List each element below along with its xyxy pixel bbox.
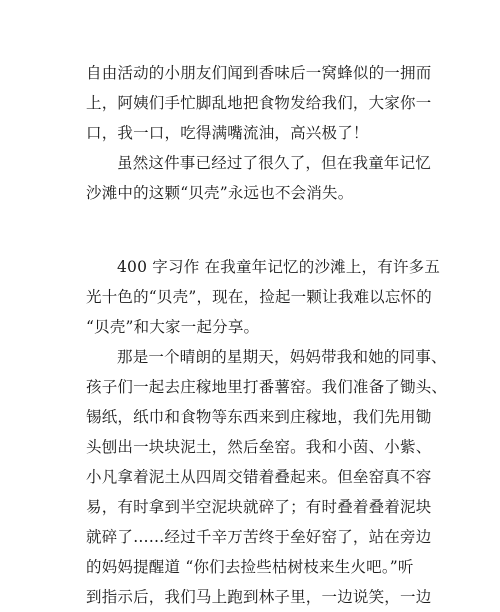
text-line: 的妈妈提醒道 “你们去捡些枯树枝来生火吧。”听 bbox=[86, 558, 414, 576]
text-line: 上，阿姨们手忙脚乱地把食物发给我们，大家你一 bbox=[86, 94, 432, 112]
text-line: 到指示后，我们马上跑到林子里，一边说笑，一边 bbox=[86, 588, 432, 606]
essay-400-section bbox=[86, 252, 448, 612]
text-line: 自由活动的小朋友们闻到香味后一窝蜂似的一拥而 bbox=[86, 64, 432, 82]
paragraph-start-line: 那是一个晴朗的星期天，妈妈带我和她的同事、 bbox=[117, 348, 447, 366]
text-line: 就碎了……经过千辛万苦终于垒好窑了，站在旁边 bbox=[86, 528, 432, 546]
text-line: 小凡拿着泥土从四周交错着叠起来。但垒窑真不容 bbox=[86, 468, 432, 486]
text-line: “贝壳”和大家一起分享。 bbox=[86, 318, 260, 336]
text-line: 易，有时拿到半空泥块就碎了；有时叠着叠着泥块 bbox=[86, 498, 432, 516]
essay-ending-section bbox=[86, 58, 432, 208]
text-line: 孩子们一起去庄稼地里打番薯窑。我们准备了锄头、 bbox=[86, 378, 448, 396]
text-line: 锡纸，纸巾和食物等东西来到庄稼地，我们先用锄 bbox=[86, 408, 432, 426]
paragraph-start-line: 400 字习作 在我童年记忆的沙滩上，有许多五 bbox=[117, 258, 441, 276]
paragraph-start-line: 虽然这件事已经过了很久了，但在我童年记忆 bbox=[117, 154, 432, 172]
text-line: 口，我一口，吃得满嘴流油，高兴极了！ bbox=[86, 124, 369, 142]
text-line: 光十色的“贝壳”，现在，捡起一颗让我难以忘怀的 bbox=[86, 288, 432, 306]
text-line: 沙滩中的这颗“贝壳”永远也不会消失。 bbox=[86, 184, 354, 202]
text-line: 头刨出一块块泥土，然后垒窑。我和小茵、小紫、 bbox=[86, 438, 432, 456]
